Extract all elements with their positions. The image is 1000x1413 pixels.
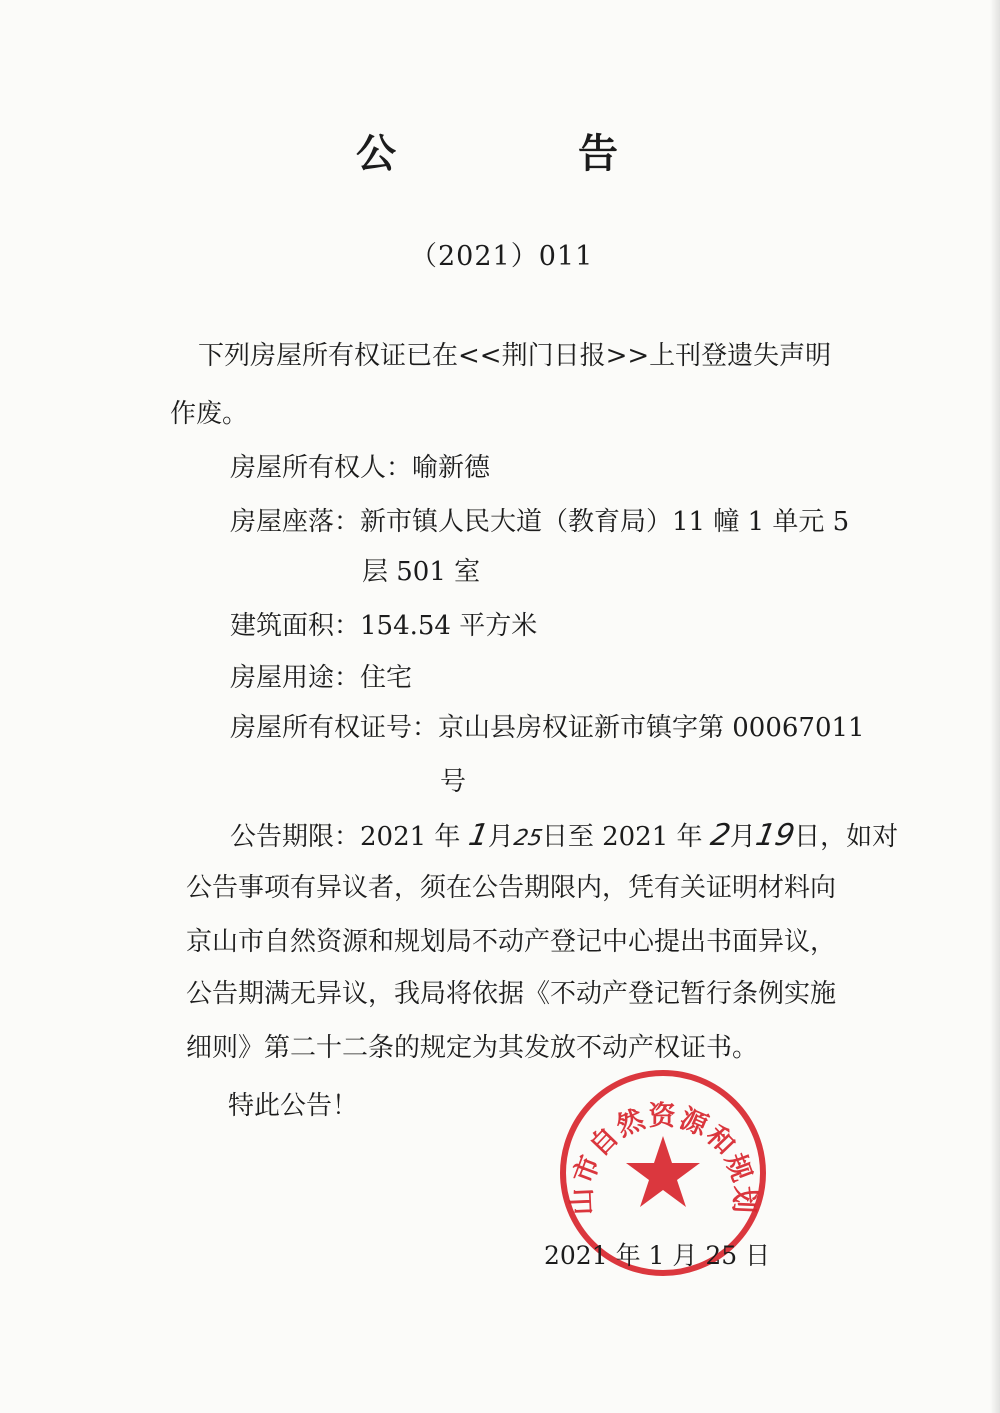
location-field-line-1: 房屋座落：新市镇人民大道（教育局）11 幢 1 单元 5 <box>230 507 850 537</box>
period-prefix: 公告期限：2021 年 <box>230 822 461 852</box>
handwritten-start-month: 1 <box>465 818 491 853</box>
owner-field: 房屋所有权人：喻新德 <box>230 453 491 483</box>
body-line-1: 公告事项有异议者，须在公告期限内，凭有关证明材料向 <box>186 873 837 903</box>
signature-date: 2021 年 1 月 25 日 <box>544 1241 771 1270</box>
location-field-line-2: 层 501 室 <box>362 557 481 587</box>
handwritten-end-month: 2 <box>707 818 734 853</box>
usage-field: 房屋用途：住宅 <box>230 663 413 693</box>
notice-period <box>230 820 898 855</box>
scan-edge-shadow <box>990 0 1000 1413</box>
document-number: （2021）011 <box>410 241 594 272</box>
body-line-3: 公告期满无异议，我局将依据《不动产登记暂行条例实施 <box>186 979 837 1009</box>
title-char-2: 告 <box>578 130 618 177</box>
seal-text: 山市自然资源和规划 <box>566 1101 760 1216</box>
body-line-4: 细则》第二十二条的规定为其发放不动产权证书。 <box>186 1033 759 1063</box>
intro-line-2: 作废。 <box>170 399 249 429</box>
intro-line-1: 下列房屋所有权证已在<<荆门日报>>上刊登遗失声明 <box>198 341 832 371</box>
certificate-field-line-1: 房屋所有权证号：京山县房权证新市镇字第 00067011 <box>230 713 865 743</box>
period-month-2: 月 <box>729 822 756 852</box>
body-line-2: 京山市自然资源和规划局不动产登记中心提出书面异议， <box>186 927 837 957</box>
area-field: 建筑面积：154.54 平方米 <box>230 611 538 641</box>
title-char-1: 公 <box>356 130 396 177</box>
handwritten-end-day: 19 <box>752 818 798 853</box>
period-suffix: 日，如对 <box>794 822 899 852</box>
certificate-field-line-2: 号 <box>440 767 467 797</box>
closing-text: 特此公告！ <box>228 1091 359 1121</box>
star-icon <box>626 1136 700 1207</box>
handwritten-start-day: 25 <box>511 826 545 851</box>
svg-text:京山市自然资源和规划局 <box>558 1068 760 1216</box>
period-month-1: 月 <box>487 822 514 852</box>
period-middle: 日至 2021 年 <box>541 822 703 852</box>
